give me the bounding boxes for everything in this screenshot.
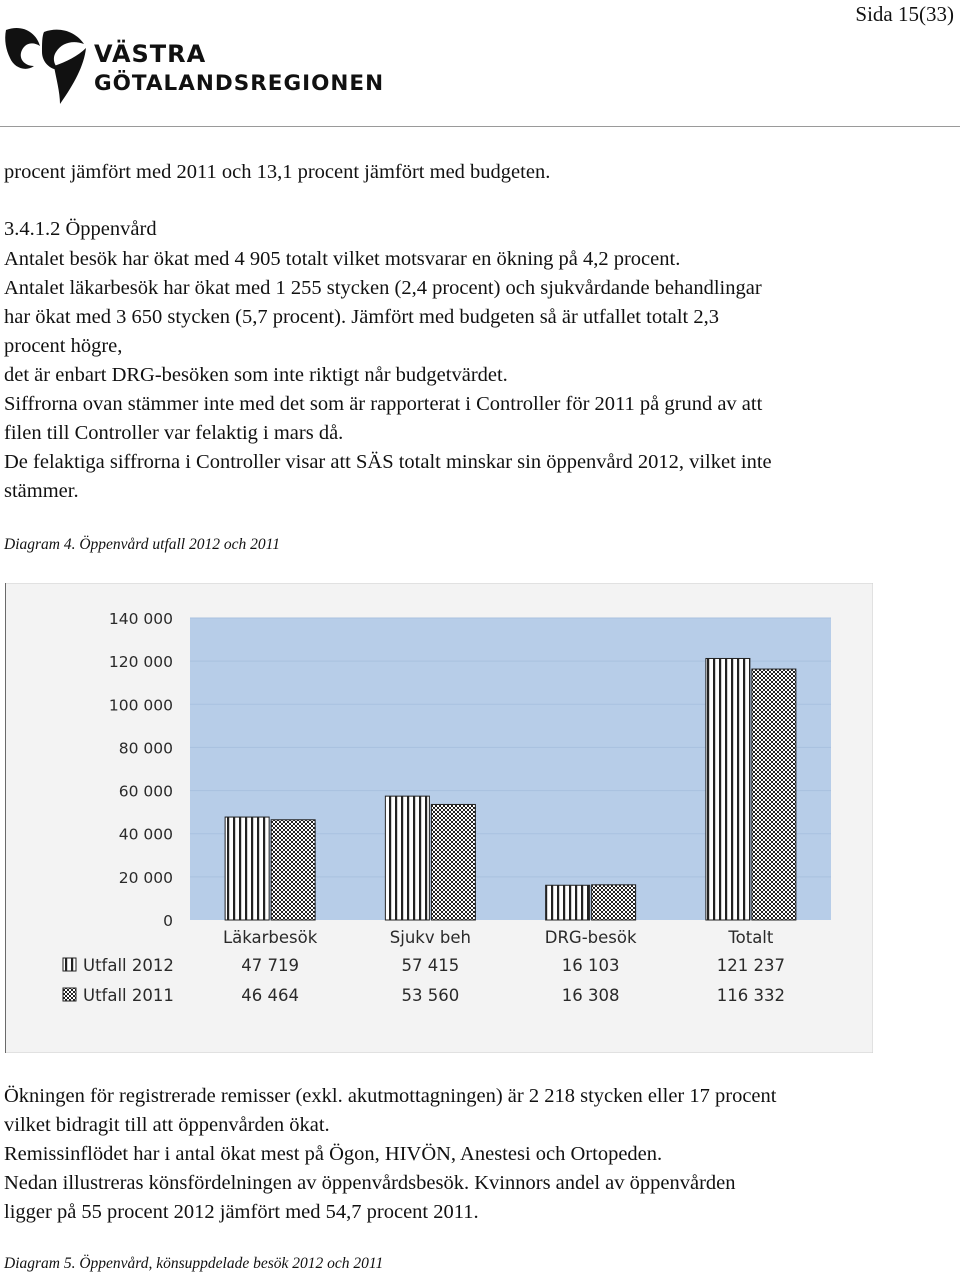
paragraph-line: filen till Controller var felaktig i mars då. [4,422,344,444]
x-category-label: DRG-besök [544,928,637,947]
page-number: Sida 15(33) [855,2,954,26]
bar-2012 [385,796,429,920]
y-tick-label: 80 000 [118,739,173,758]
paragraph-line: Ökningen för registrerade remisser (exkl. akutmottagningen) är 2 218 stycken eller 17 procent [4,1085,777,1107]
paragraph-line: vilket bidragit till att öppenvården ökat. [4,1114,330,1136]
legend-key-2011 [63,988,76,1001]
chart-oppenvard [5,583,873,1053]
bar-2012 [225,817,269,920]
paragraph-line: procent jämfört med 2011 och 13,1 procent jämfört med budgeten. [4,161,551,183]
data-label: 53 560 [401,986,460,1005]
header-divider [0,126,960,127]
paragraph-line: Antalet besök har ökat med 4 905 totalt vilket motsvarar en ökning på 4,2 procent. [4,248,681,270]
y-tick-label: 100 000 [108,696,173,715]
legend-label: Utfall 2011 [83,986,174,1005]
paragraph-line: stämmer. [4,480,79,502]
paragraph-line: Remissinflödet har i antal ökat mest på Ögon, HIVÖN, Anestesi och Ortopeden. [4,1143,663,1165]
bar-2011 [271,820,315,920]
paragraph-line: Siffrorna ovan stämmer inte med det som är rapporterat i Controller för 2011 på grund av att [4,393,763,415]
data-label: 47 719 [241,956,299,975]
paragraph-line: De felaktiga siffrorna i Controller visar att SÄS totalt minskar sin öppenvård 2012, vilket inte [4,451,772,473]
data-label: 16 103 [561,956,620,975]
section-heading: 3.4.1.2 Öppenvård [4,218,157,240]
y-tick-label: 0 [163,912,173,930]
paragraph-line: det är enbart DRG-besöken som inte riktigt når budgetvärdet. [4,364,508,386]
paragraph-line: procent högre, [4,335,123,357]
y-tick-label: 20 000 [118,868,173,887]
diagram-4-caption: Diagram 4. Öppenvård utfall 2012 och 2011 [4,536,280,553]
diagram-5-caption: Diagram 5. Öppenvård, könsuppdelade besök 2012 och 2011 [4,1255,384,1272]
chart-svg [5,583,873,1053]
legend-key-2012 [63,958,76,971]
y-tick-label: 60 000 [118,782,173,801]
x-category-label: Sjukv beh [389,928,471,947]
data-label: 16 308 [561,986,620,1005]
paragraph-line: Nedan illustreras könsfördelningen av öppenvårdsbesök. Kvinnors andel av öppenvården [4,1172,736,1194]
vgr-logo [4,22,384,108]
y-tick-label: 140 000 [108,610,173,628]
x-category-label: Läkarbesök [222,928,318,947]
data-label: 57 415 [401,956,460,975]
y-tick-label: 120 000 [108,653,173,672]
paragraph-line: Antalet läkarbesök har ökat med 1 255 stycken (2,4 procent) och sjukvårdande behandlingar [4,277,762,299]
paragraph-line: har ökat med 3 650 stycken (5,7 procent). Jämfört med budgeten så är utfallet totalt 2,3 [4,306,720,328]
paragraph-line: ligger på 55 procent 2012 jämfört med 54,7 procent 2011. [4,1201,479,1223]
logo-line-1: VÄSTRA [94,40,207,68]
data-label: 46 464 [241,986,299,1005]
data-label: 116 332 [716,986,785,1005]
bar-2011 [431,804,475,920]
bar-2011 [752,669,796,920]
vgr-emblem-icon [5,28,86,104]
y-tick-label: 40 000 [118,825,173,844]
bar-2012 [546,885,590,920]
legend-label: Utfall 2012 [83,956,174,975]
logo-line-2: GÖTALANDSREGIONEN [94,71,384,96]
bar-2012 [706,658,750,920]
data-label: 121 237 [716,956,785,975]
x-category-label: Totalt [728,928,774,947]
bar-2011 [592,885,636,920]
